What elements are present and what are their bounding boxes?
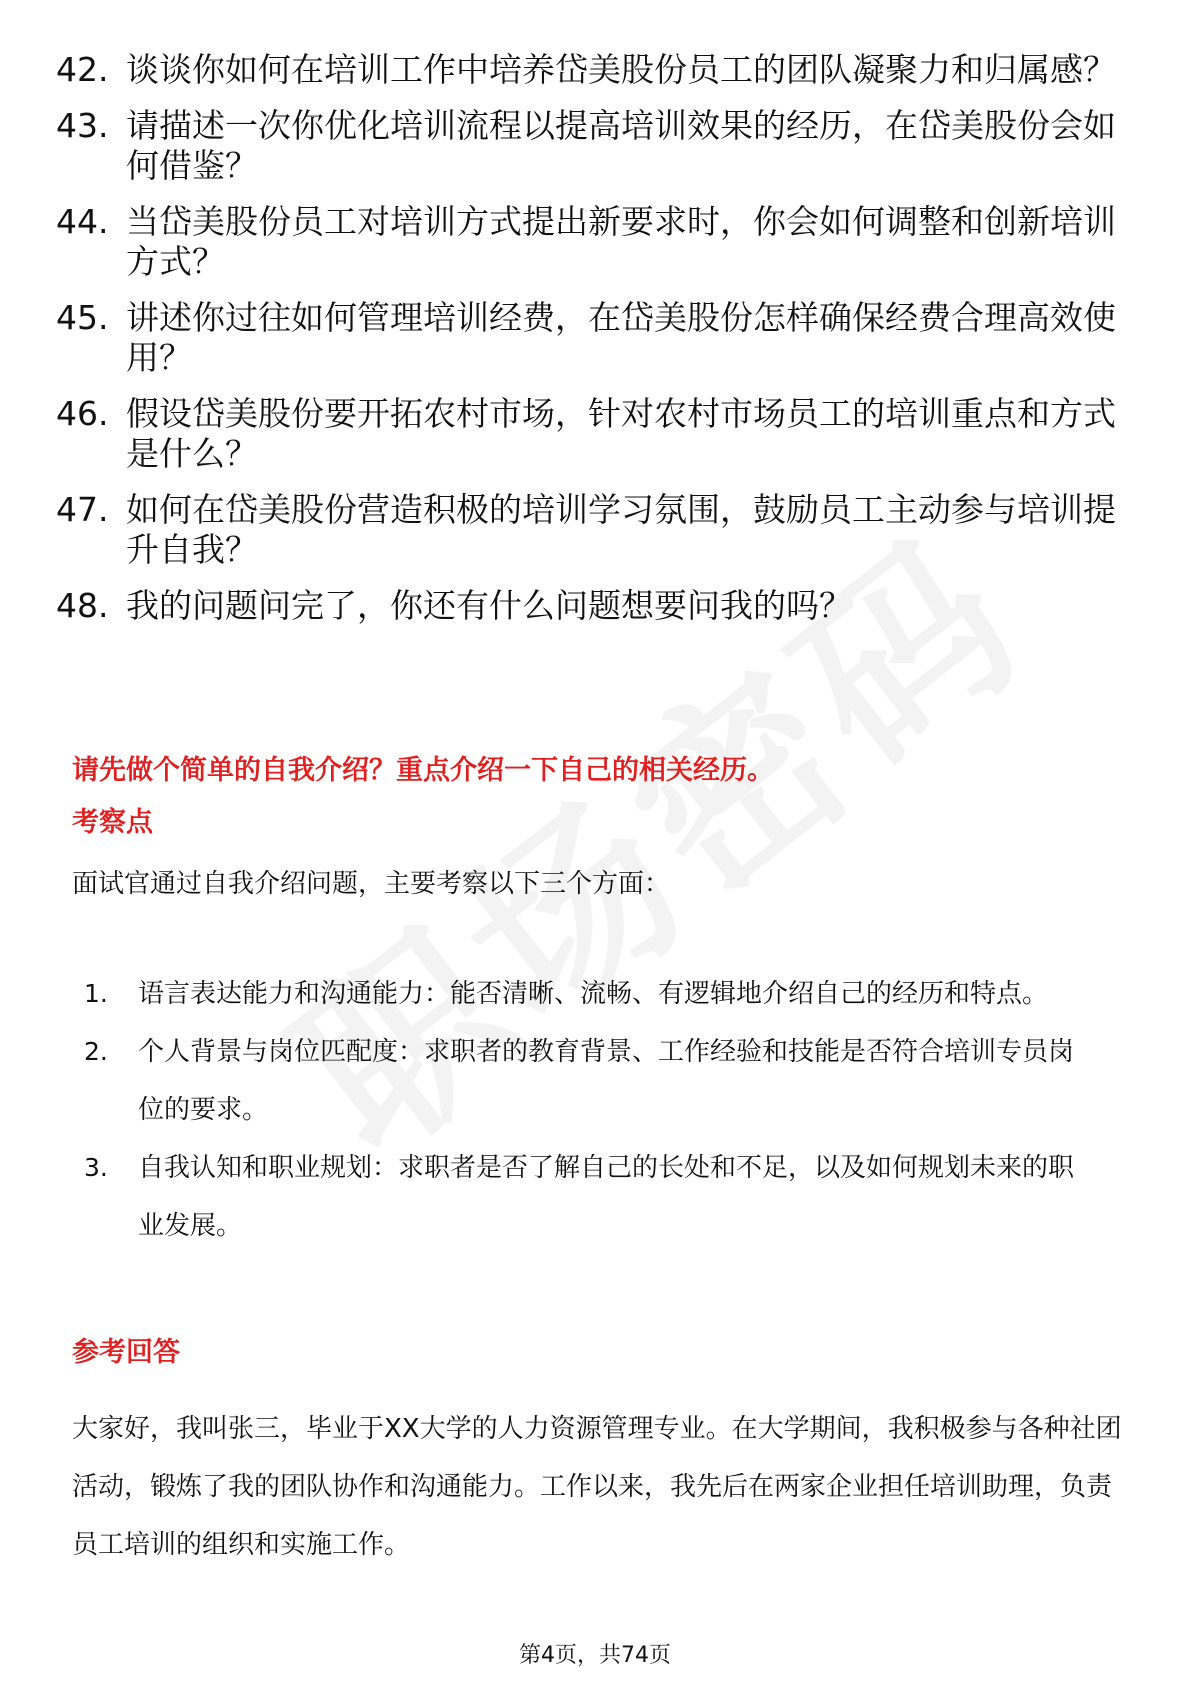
question-text: 如何在岱美股份营造积极的培训学习氛围，鼓励员工主动参与培训提升自我？ xyxy=(126,490,1116,569)
question-item xyxy=(56,106,1116,186)
question-item xyxy=(56,490,1116,570)
highlight-question: 请先做个简单的自我介绍？重点介绍一下自己的相关经历。 xyxy=(72,755,774,786)
question-number: 44. xyxy=(56,202,109,241)
point-number: 3. xyxy=(84,1153,108,1182)
question-number: 47. xyxy=(56,490,109,529)
question-text: 谈谈你如何在培训工作中培养岱美股份员工的团队凝聚力和归属感？ xyxy=(126,50,1116,89)
inspect-point xyxy=(72,1139,1092,1255)
question-text: 我的问题问完了，你还有什么问题想要问我的吗？ xyxy=(126,586,852,625)
question-list xyxy=(56,50,1116,642)
question-number: 43. xyxy=(56,106,109,145)
point-number: 2. xyxy=(84,1037,108,1066)
question-number: 42. xyxy=(56,50,109,89)
question-number: 45. xyxy=(56,298,109,337)
question-text: 请描述一次你优化培训流程以提高培训效果的经历，在岱美股份会如何借鉴？ xyxy=(126,106,1116,185)
point-text: 自我认知和职业规划：求职者是否了解自己的长处和不足，以及如何规划未来的职业发展。 xyxy=(138,1153,1075,1241)
inspect-intro: 面试官通过自我介绍问题，主要考察以下三个方面： xyxy=(72,869,671,899)
question-number: 46. xyxy=(56,394,109,433)
question-item xyxy=(56,202,1116,282)
point-number: 1. xyxy=(84,979,108,1008)
question-text: 假设岱美股份要开拓农村市场，针对农村市场员工的培训重点和方式是什么？ xyxy=(126,394,1116,473)
inspect-point xyxy=(72,965,1092,1023)
question-item xyxy=(56,298,1116,378)
answer-text: 大家好，我叫张三，毕业于XX大学的人力资源管理专业。在大学期间，我积极参与各种社团活动，锻炼了我的团队协作和沟通能力。工作以来，我先后在两家企业担任培训助理，负责员工培训的组织和实施工作。 xyxy=(72,1414,1122,1560)
inspect-point xyxy=(72,1023,1092,1139)
point-text: 个人背景与岗位匹配度：求职者的教育背景、工作经验和技能是否符合培训专员岗位的要求。 xyxy=(138,1037,1075,1125)
question-item xyxy=(56,394,1116,474)
answer-heading: 参考回答 xyxy=(72,1337,180,1368)
question-text: 讲述你过往如何管理培训经费，在岱美股份怎样确保经费合理高效使用？ xyxy=(126,298,1116,377)
page-footer: 第4页，共74页 xyxy=(519,1643,671,1668)
inspect-heading: 考察点 xyxy=(72,807,153,838)
question-text: 当岱美股份员工对培训方式提出新要求时，你会如何调整和创新培训方式？ xyxy=(126,202,1116,281)
inspect-points xyxy=(72,965,1092,1255)
question-number: 48. xyxy=(56,586,109,625)
point-text: 语言表达能力和沟通能力：能否清晰、流畅、有逻辑地介绍自己的经历和特点。 xyxy=(138,979,1049,1009)
question-item xyxy=(56,50,1116,90)
question-item xyxy=(56,586,1116,626)
